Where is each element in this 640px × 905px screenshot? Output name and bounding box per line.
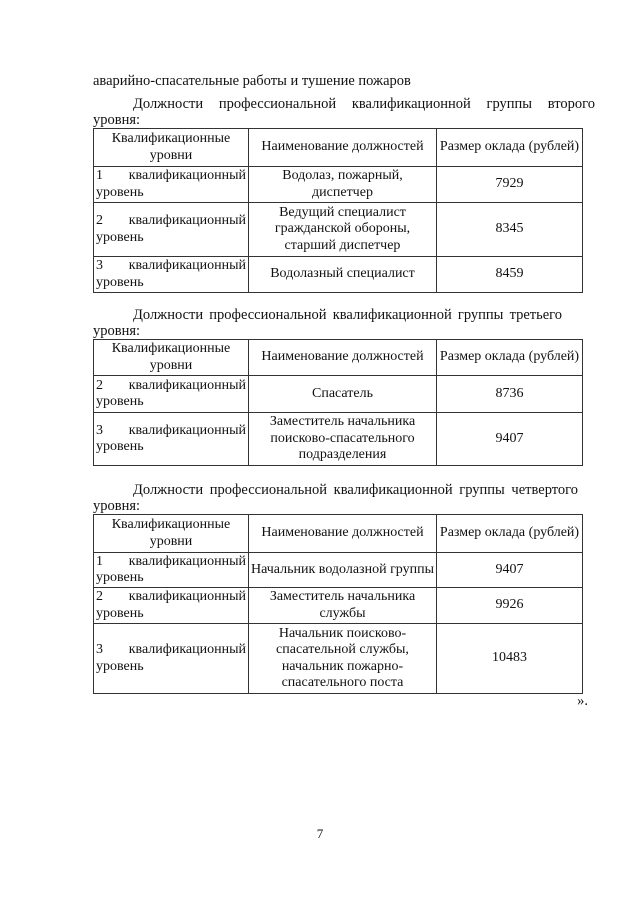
page-number: 7 [316,826,324,841]
header-levels: Квалификационные уровни [94,515,249,553]
header-salary: Размер оклада (рублей) [437,340,583,376]
header-levels: Квалификационные уровни [94,129,249,167]
section-1-table [93,128,583,293]
table-header-row [94,515,583,553]
positions-cell: Заместитель начальника поисково-спасательного подразделения [249,413,437,466]
table-row [94,167,583,203]
header-salary: Размер оклада (рублей) [437,515,583,553]
level-cell: 3 квалификационный уровень [94,413,249,466]
section-2-heading-end: уровня: [93,323,141,339]
salary-cell: 9407 [437,553,583,588]
table-row [94,588,583,624]
header-positions: Наименование должностей [249,515,437,553]
intro-line: аварийно-спасательные работы и тушение пожаров [93,73,411,89]
salary-cell: 8736 [437,376,583,413]
positions-cell: Начальник поисково-спасательной службы, начальник пожарно-спасательного поста [249,624,437,694]
positions-cell: Водолаз, пожарный, диспетчер [249,167,437,203]
header-levels: Квалификационные уровни [94,340,249,376]
header-positions: Наименование должностей [249,129,437,167]
section-1-heading: Должности профессиональной квалификационной группы второго [133,96,595,112]
salary-cell: 8345 [437,203,583,257]
table-row [94,553,583,588]
positions-cell: Водолазный специалист [249,257,437,293]
table-row [94,624,583,694]
positions-cell: Заместитель начальника службы [249,588,437,624]
table-header-row [94,129,583,167]
positions-cell: Начальник водолазной группы [249,553,437,588]
level-cell: 1 квалификационный уровень [94,167,249,203]
positions-cell: Ведущий специалист гражданской обороны, старший диспетчер [249,203,437,257]
header-salary: Размер оклада (рублей) [437,129,583,167]
closing-quote: ». [577,693,588,709]
section-2-table [93,339,583,466]
salary-cell: 8459 [437,257,583,293]
salary-cell: 7929 [437,167,583,203]
section-1-heading-end: уровня: [93,112,141,128]
salary-cell: 10483 [437,624,583,694]
level-cell: 2 квалификационный уровень [94,588,249,624]
table-row [94,376,583,413]
section-3-heading-end: уровня: [93,498,141,514]
salary-cell: 9926 [437,588,583,624]
level-cell: 3 квалификационный уровень [94,257,249,293]
table-row [94,203,583,257]
section-3-heading: Должности профессиональной квалификационной группы четвертого [133,482,578,498]
salary-cell: 9407 [437,413,583,466]
level-cell: 2 квалификационный уровень [94,376,249,413]
level-cell: 1 квалификационный уровень [94,553,249,588]
header-positions: Наименование должностей [249,340,437,376]
table-row [94,257,583,293]
section-3-table [93,514,583,694]
level-cell: 2 квалификационный уровень [94,203,249,257]
table-header-row [94,340,583,376]
section-2-heading: Должности профессиональной квалификационной группы третьего [133,307,562,323]
positions-cell: Спасатель [249,376,437,413]
level-cell: 3 квалификационный уровень [94,624,249,694]
table-row [94,413,583,466]
